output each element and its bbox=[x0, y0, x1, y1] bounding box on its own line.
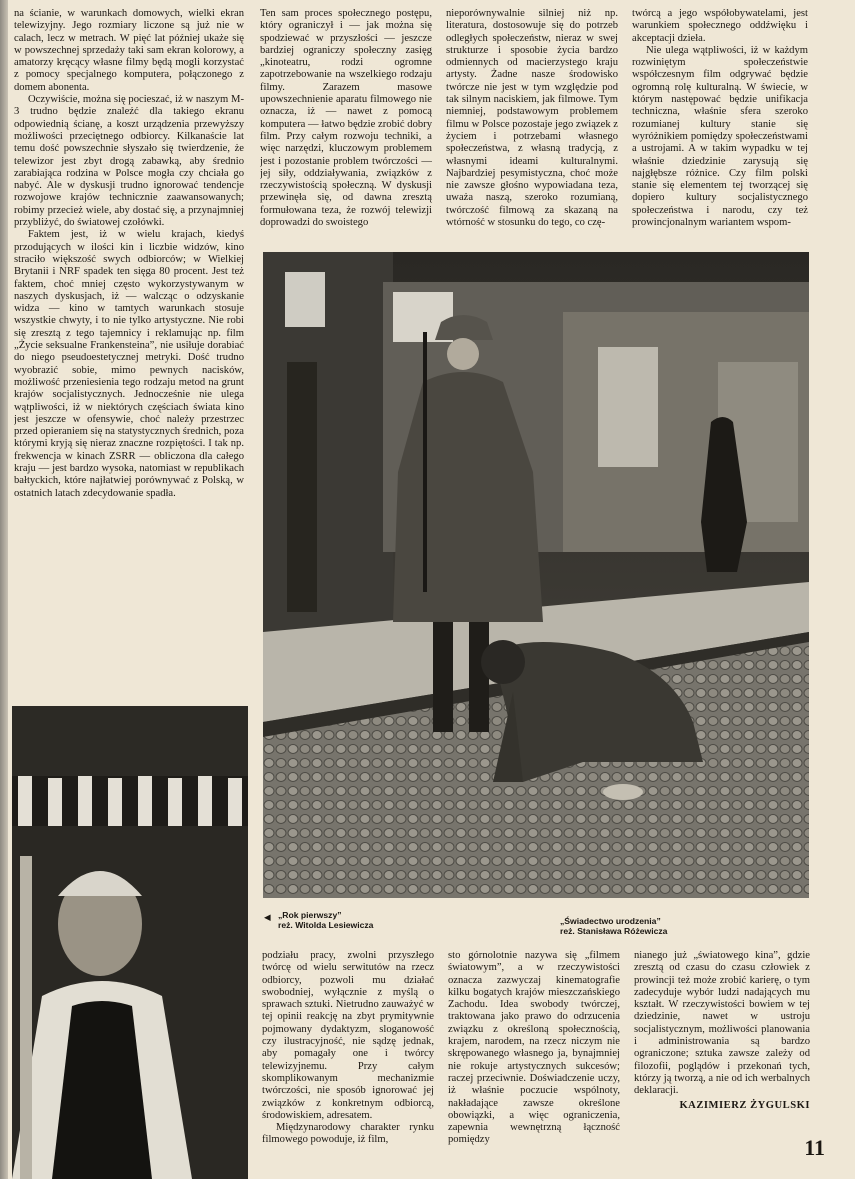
column-3 bbox=[446, 8, 618, 244]
film-still-soldier bbox=[263, 252, 809, 898]
binding-edge bbox=[0, 0, 8, 1179]
caption-arrow-icon: ◀ bbox=[264, 912, 271, 922]
author-signature: KAZIMIERZ ŻYGULSKI bbox=[679, 1099, 810, 1111]
paragraph: nianego już „światowego kina”, gdzie zresztą od czasu do czasu człowiek z prowincji też może zrobić karierę, o tym zadecyduje wybór ludzi nadających mu kształt. W rzeczywistości bowiem w tej dziedzinie, nawet w ustroju socjalistycznym, możliwości planowania i administrowania są bardzo ograniczone; sztuka zawsze zależy od filozofii, poglądów i przekonań tych, którzy ją tworzą, a nie od ich werbalnych deklaracji. bbox=[634, 950, 810, 1097]
paragraph: Oczywiście, można się pocieszać, iż w naszym M-3 trudno będzie znaleźć dla takiego ekranu odpowiednią ścianę, a koszt urządzenia przewyższy możliwości przeciętnego odbiorcy. Kilkanaście lat temu dość powszechnie słyszało się twierdzenie, że telewizor jest zbyt drogą zabawką, aby średnio zarabiająca rodzina w Polsce mogła czy chciała go nabyć. Ale w dyskusji trudno ignorować tendencje rozwojowe krajów technicznie zaawansowanych; robimy przecież wiele, aby dostać się, a przynajmniej przybliżyć, do światowej czołówki. bbox=[14, 94, 244, 229]
paragraph: sto górnolotnie nazywa się „filmem światowym”, a w rzeczywistości oznacza zazwyczaj kinematografie kilku bogatych krajów mieszczańskiego Zachodu. Idea swobody twórczej, traktowana jako prawo do odrzucenia związku z określoną społecznością, krajem, narodem, na rzecz niczym nie skrępowanego własnego ja, bynajmniej nie rokuje artystycznych sukcesów; raczej przeciwnie. Doświadczenie uczy, iż właśnie poczucie wspólnoty, nakładające zawsze określone obowiązki, a więc ograniczenia, zapewnia wewnętrzną łączność pomiędzy bbox=[448, 950, 620, 1146]
caption-swiadectwo-urodzenia bbox=[560, 916, 740, 936]
paragraph: Faktem jest, iż w wielu krajach, kiedyś przodujących w ilości kin i liczbie widzów, kino straciło większość swych odbiorców; w Wielkiej Brytanii i NRF spadek ten sięga 80 procent. Jest też faktem, choć mniej często wykorzystywanym w naszych dyskusjach, iż — walcząc o odzyskanie widza — kino w tamtych warunkach stosuje wszystkie chwyty, i to nie tylko artystyczne. Nie robi się zresztą z tego tajemnicy i reklamując np. film „Życie seksualne Frankensteina”, nie usiłuje dorabiać do niego pseudoestetycznej metryki. Dość trudno wyobrazić sobie, mimo pewnych nacisków, możliwość przeniesienia tego rodzaju metod na grunt krajów socjalistycznych. Jednocześnie nie ulega wątpliwości, iż w niektórych częściach świata kino jest jeszcze w ofensywie, choć należy przestrzec przed opieraniem się na statystycznych średnich, poza którymi kryją się nieraz znaczne rozpiętości. I tak np. frekwencja w kinach ZSRR — obliczona dla całego kraju — jest bardzo wysoka, natomiast w republikach bałtyckich, które najłatwiej porównywać z Polską, w ostatnich latach zdecydowanie spadła. bbox=[14, 229, 244, 499]
paragraph: Ten sam proces społecznego postępu, który ograniczył i — jak można się spodziewać w przyszłości — jeszcze bardziej ograniczy społeczny zasięg „kinoteatru, rodzi ogromne zapotrzebowanie na wszelkiego rodzaju filmy. Zarazem masowe upowszechnienie aparatu filmowego nie oznacza, iż — nawet z pomocą komputera — łatwo będzie zrobić dobry film. Przy całym rozwoju techniki, a więc narzędzi, kluczowym problemem jest i pozostanie problem twórczości — jej siły, oddziaływania, związków z rzeczywistością społeczną. W dyskusji przewinęła się, od dawna zresztą formułowana teza, że rozwój telewizji doprowadzi do swoistego bbox=[260, 8, 432, 229]
caption-credit: reż. Stanisława Różewicza bbox=[560, 926, 668, 936]
caption-rok-pierwszy bbox=[264, 910, 464, 930]
column-bottom-4 bbox=[634, 950, 810, 1130]
caption-credit: reż. Witolda Lesiewicza bbox=[278, 920, 374, 930]
paragraph: na ścianie, w warunkach domowych, wielki ekran telewizyjny. Jego rozmiary liczone są już nie w calach, lecz w metrach. W pięć lat później ukaże się w powszechnej sprzedaży taki sam ekran kolorowy, a amatorzy kręcący własne filmy będą mogli korzystać z pomocy specjalnego komputera, połączonego z domem abonenta. bbox=[14, 8, 244, 93]
paragraph: Międzynarodowy charakter rynku filmowego powoduje, iż film, bbox=[262, 1122, 434, 1146]
column-2 bbox=[260, 8, 432, 244]
column-bottom-2 bbox=[262, 950, 434, 1162]
caption-title: „Świadectwo urodzenia” bbox=[560, 916, 661, 926]
column-bottom-3 bbox=[448, 950, 620, 1162]
paragraph: Nie ulega wątpliwości, iż w każdym rozwiniętym społeczeństwie współczesnym film odgrywać będzie ogromną rolę kulturalną. W świecie, w którym następować będzie unifikacja techniczna, właśnie sfera szeroko rozumianej kultury stanie się wyróżnikiem pomiędzy społeczeństwami a ustrojami. A w takim wypadku w tej właśnie dziedzinie zarysują się najgłębsze różnice. Czy film polski stanie się elementem tej tworzącej się dopiero kultury socjalistycznego społeczeństwa i narodu, czy też prowincjonalnym wariantem wspom- bbox=[632, 44, 808, 229]
film-still-old-man bbox=[12, 706, 248, 1179]
film-still-illustration bbox=[12, 706, 248, 1179]
caption-title: „Rok pierwszy” bbox=[278, 910, 342, 920]
paragraph: twórcą a jego współobywatelami, jest warunkiem społecznego oddźwięku i akceptacji dzieła. bbox=[632, 8, 808, 44]
page-number: 11 bbox=[804, 1135, 825, 1160]
paragraph: podziału pracy, zwolni przyszłego twórcę od wielu serwitutów na rzecz odbiorcy, pozwoli mu działać swobodniej, wyłącznie z myślą o sprawach sztuki. Nietrudno zauważyć w tej opinii reakcję na zbyt prymitywnie pojmowany dydaktyzm, sloganowość czy ilustracyjność, nie sądzę jednak, aby pomagały one i twórcy telewizyjnemu. Przy całym skomplikowanym mechanizmie twórczości, nie sposób ignorować jej związków z konkretnym odbiorcą, środowiskiem, adresatem. bbox=[262, 950, 434, 1121]
column-1 bbox=[14, 8, 244, 698]
film-still-illustration bbox=[263, 252, 809, 898]
paragraph: nieporównywalnie silniej niż np. literatura, dostosowuje się do potrzeb odległych społeczeństw, nieraz w swej strukturze i sposobie życia bardzo odmiennych od macierzystego kraju artysty. Żadne nasze środowisko twórcze nie jest w tym względzie pod tak silnym naciskiem, jak filmowe. Tym niemniej, podstawowym problemem filmu w Polsce pozostaje jego związek z życiem i potrzebami własnego społeczeństwa, z własną tradycją, z własnymi ideami kulturalnymi. Najbardziej pesymistyczna, choć może nie zawsze głośno wypowiadana teza, uważa naszą, szeroko rozumianą, twórczość filmową za skazaną na wtórność w stosunku do tego, co czę- bbox=[446, 8, 618, 229]
column-4 bbox=[632, 8, 808, 244]
